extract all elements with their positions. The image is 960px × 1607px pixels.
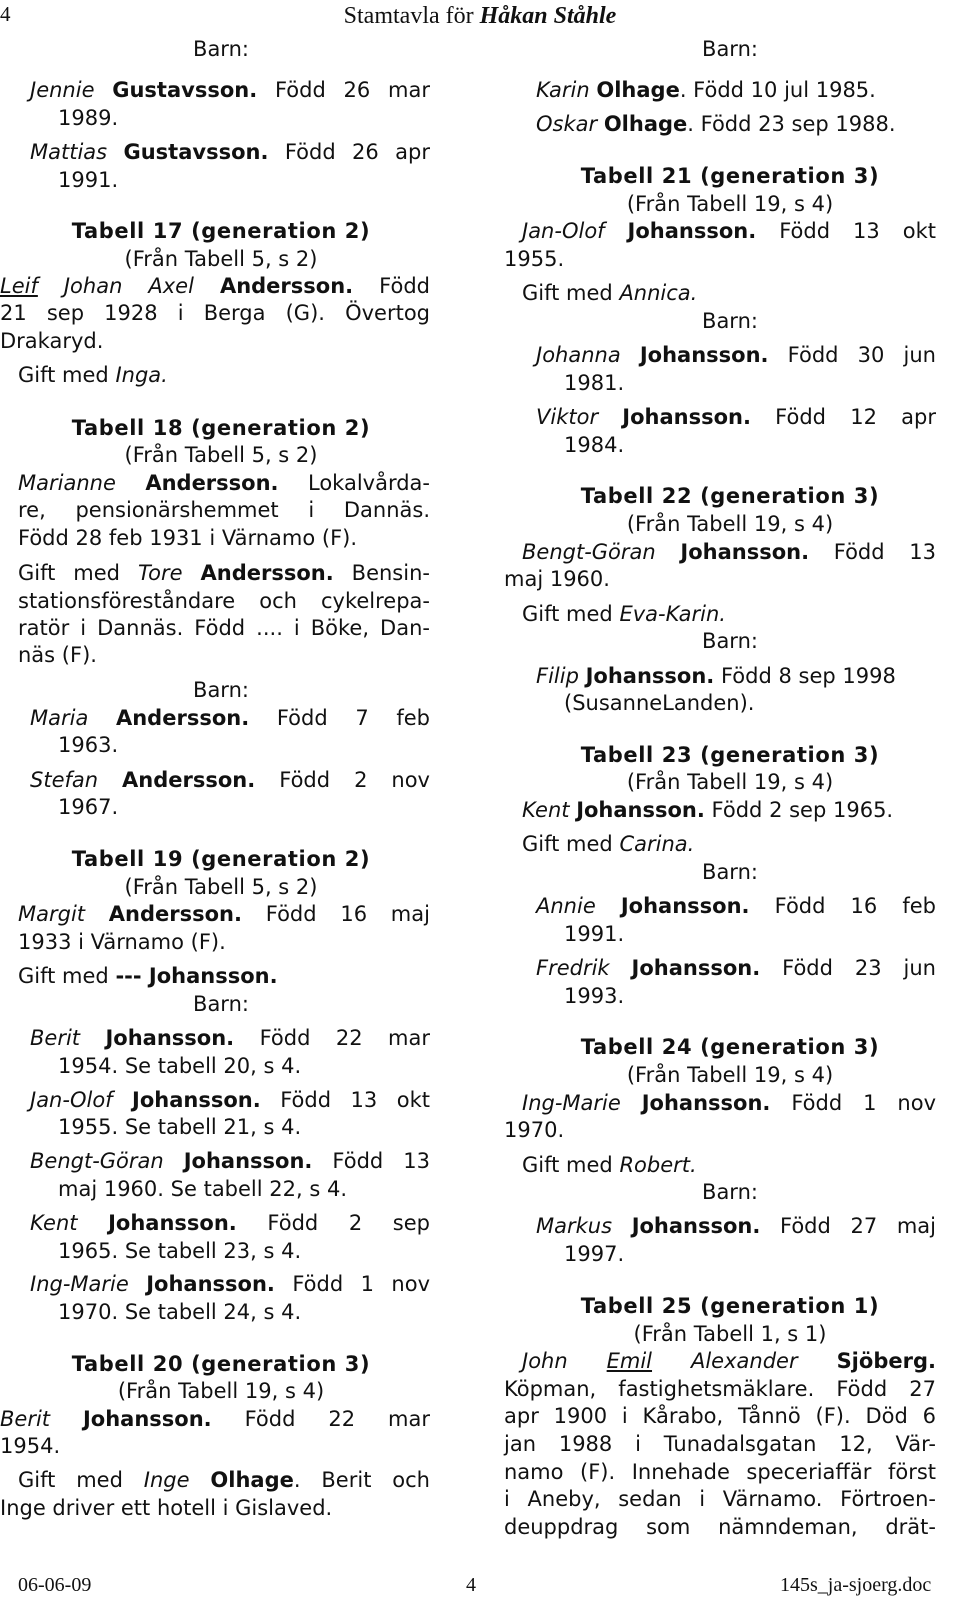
person-entry: Marianne Andersson. Lokalvårda- bbox=[18, 471, 430, 495]
barn-label: Barn: bbox=[702, 1180, 758, 1204]
spouse-line: Gift med Eva-Karin. bbox=[522, 602, 726, 626]
child-year: maj 1960. Se tabell 22, s 4. bbox=[58, 1177, 348, 1201]
barn-label: Barn: bbox=[193, 37, 249, 61]
spouse-text: ratör i Dannäs. Född .... i Böke, Dan- bbox=[18, 616, 430, 640]
table-heading: Tabell 17 (generation 2) bbox=[71, 219, 371, 243]
person-text: 1954. bbox=[0, 1434, 61, 1458]
child-entry: Ing-Marie Johansson. Född 1 nov bbox=[30, 1272, 430, 1296]
table-from: (Från Tabell 19, s 4) bbox=[626, 512, 834, 536]
spouse-line: Gift med Tore Andersson. Bensin- bbox=[18, 561, 430, 585]
table-from: (Från Tabell 5, s 2) bbox=[124, 875, 318, 899]
person-text: apr 1900 i Kårabo, Tånnö (F). Död 6 bbox=[504, 1404, 936, 1428]
child-entry: Filip Johansson. Född 8 sep 1998 bbox=[536, 664, 896, 688]
person-entry: Leif Johan Axel Andersson. Född bbox=[0, 274, 430, 298]
spouse-line: Gift med --- Johansson. bbox=[18, 964, 278, 988]
child-entry: Stefan Andersson. Född 2 nov bbox=[30, 768, 430, 792]
child-entry: Fredrik Johansson. Född 23 jun bbox=[536, 956, 936, 980]
spouse-text: näs (F). bbox=[18, 643, 97, 667]
footer-page: 4 bbox=[466, 1574, 476, 1596]
table-from: (Från Tabell 1, s 1) bbox=[633, 1322, 827, 1346]
person-entry: Ing-Marie Johansson. Född 1 nov bbox=[522, 1091, 936, 1115]
spouse-line: Gift med Annica. bbox=[522, 281, 698, 305]
barn-label: Barn: bbox=[702, 629, 758, 653]
page-number: 4 bbox=[0, 2, 11, 26]
person-text: jan 1988 i Tunadalsgatan 12, Vär- bbox=[504, 1432, 936, 1456]
child-year: 1970. Se tabell 24, s 4. bbox=[58, 1300, 302, 1324]
child-year: 1955. Se tabell 21, s 4. bbox=[58, 1115, 302, 1139]
person-text: 21 sep 1928 i Berga (G). Övertog bbox=[0, 301, 430, 325]
child-year: (SusanneLanden). bbox=[564, 691, 755, 715]
table-from: (Från Tabell 5, s 2) bbox=[124, 443, 318, 467]
person-text: maj 1960. bbox=[504, 567, 610, 591]
spouse-line: Gift med Robert. bbox=[522, 1153, 697, 1177]
child-entry: Kent Johansson. Född 2 sep bbox=[30, 1211, 430, 1235]
table-heading: Tabell 21 (generation 3) bbox=[580, 164, 880, 188]
barn-label: Barn: bbox=[702, 37, 758, 61]
child-year: 1981. bbox=[564, 371, 625, 395]
table-heading: Tabell 24 (generation 3) bbox=[580, 1035, 880, 1059]
spouse-line: Gift med Inge Olhage. Berit och bbox=[18, 1468, 430, 1492]
child-year: 1989. bbox=[58, 106, 119, 130]
child-year: 1997. bbox=[564, 1242, 625, 1266]
child-entry: Markus Johansson. Född 27 maj bbox=[536, 1214, 936, 1238]
barn-label: Barn: bbox=[193, 992, 249, 1016]
child-entry: Karin Olhage. Född 10 jul 1985. bbox=[536, 78, 876, 102]
spouse-text: stationsföreståndare och cykelrepa- bbox=[18, 589, 430, 613]
title-name: Håkan Ståhle bbox=[479, 3, 617, 29]
person-entry: John Emil Alexander Sjöberg. bbox=[522, 1349, 936, 1373]
child-entry: Oskar Olhage. Född 23 sep 1988. bbox=[536, 112, 896, 136]
title-prefix: Stamtavla för bbox=[343, 3, 480, 29]
person-entry: Margit Andersson. Född 16 maj bbox=[18, 902, 430, 926]
person-entry: Berit Johansson. Född 22 mar bbox=[0, 1407, 430, 1431]
child-year: 1965. Se tabell 23, s 4. bbox=[58, 1239, 302, 1263]
person-entry: Kent Johansson. Född 2 sep 1965. bbox=[522, 798, 894, 822]
person-text: 1955. bbox=[504, 247, 565, 271]
spouse-text: Inge driver ett hotell i Gislaved. bbox=[0, 1496, 333, 1520]
barn-label: Barn: bbox=[702, 860, 758, 884]
person-text: 1970. bbox=[504, 1118, 565, 1142]
table-from: (Från Tabell 19, s 4) bbox=[626, 1063, 834, 1087]
child-entry: Mattias Gustavsson. Född 26 apr bbox=[30, 140, 430, 164]
child-entry: Jan-Olof Johansson. Född 13 okt bbox=[30, 1088, 430, 1112]
table-from: (Från Tabell 5, s 2) bbox=[124, 247, 318, 271]
person-text: 1933 i Värnamo (F). bbox=[18, 930, 226, 954]
barn-label: Barn: bbox=[702, 309, 758, 333]
table-from: (Från Tabell 19, s 4) bbox=[626, 192, 834, 216]
table-heading: Tabell 18 (generation 2) bbox=[71, 416, 371, 440]
person-entry: Bengt-Göran Johansson. Född 13 bbox=[522, 540, 936, 564]
child-entry: Jennie Gustavsson. Född 26 mar bbox=[30, 78, 430, 102]
child-year: 1991. bbox=[564, 922, 625, 946]
person-text: deuppdrag som nämndeman, drät- bbox=[504, 1515, 936, 1539]
person-text: re, pensionärshemmet i Dannäs. bbox=[18, 498, 430, 522]
person-text: Född 28 feb 1931 i Värnamo (F). bbox=[18, 526, 358, 550]
spouse-line: Gift med Inga. bbox=[18, 363, 168, 387]
child-entry: Maria Andersson. Född 7 feb bbox=[30, 706, 430, 730]
child-year: 1984. bbox=[564, 433, 625, 457]
child-entry: Annie Johansson. Född 16 feb bbox=[536, 894, 936, 918]
person-text: i Aneby, sedan i Värnamo. Förtroen- bbox=[504, 1487, 936, 1511]
document-title bbox=[0, 3, 960, 30]
child-year: 1967. bbox=[58, 795, 119, 819]
table-from: (Från Tabell 19, s 4) bbox=[117, 1379, 325, 1403]
spouse-line: Gift med Carina. bbox=[522, 832, 695, 856]
child-year: 1993. bbox=[564, 984, 625, 1008]
table-from: (Från Tabell 19, s 4) bbox=[626, 770, 834, 794]
person-text: Drakaryd. bbox=[0, 329, 104, 353]
child-entry: Berit Johansson. Född 22 mar bbox=[30, 1026, 430, 1050]
child-year: 1963. bbox=[58, 733, 119, 757]
person-entry: Jan-Olof Johansson. Född 13 okt bbox=[522, 219, 936, 243]
child-entry: Viktor Johansson. Född 12 apr bbox=[536, 405, 936, 429]
footer-date: 06-06-09 bbox=[18, 1574, 92, 1596]
child-entry: Johanna Johansson. Född 30 jun bbox=[536, 343, 936, 367]
person-text: namo (F). Innehade speceriaffär först bbox=[504, 1460, 936, 1484]
child-entry: Bengt-Göran Johansson. Född 13 bbox=[30, 1149, 430, 1173]
footer-filename: 145s_ja-sjoerg.doc bbox=[780, 1574, 932, 1596]
table-heading: Tabell 20 (generation 3) bbox=[71, 1352, 371, 1376]
table-heading: Tabell 19 (generation 2) bbox=[71, 847, 371, 871]
table-heading: Tabell 23 (generation 3) bbox=[580, 743, 880, 767]
person-text: Köpman, fastighetsmäklare. Född 27 bbox=[504, 1377, 936, 1401]
child-year: 1991. bbox=[58, 168, 119, 192]
table-heading: Tabell 25 (generation 1) bbox=[580, 1294, 880, 1318]
barn-label: Barn: bbox=[193, 678, 249, 702]
table-heading: Tabell 22 (generation 3) bbox=[580, 484, 880, 508]
child-year: 1954. Se tabell 20, s 4. bbox=[58, 1054, 302, 1078]
